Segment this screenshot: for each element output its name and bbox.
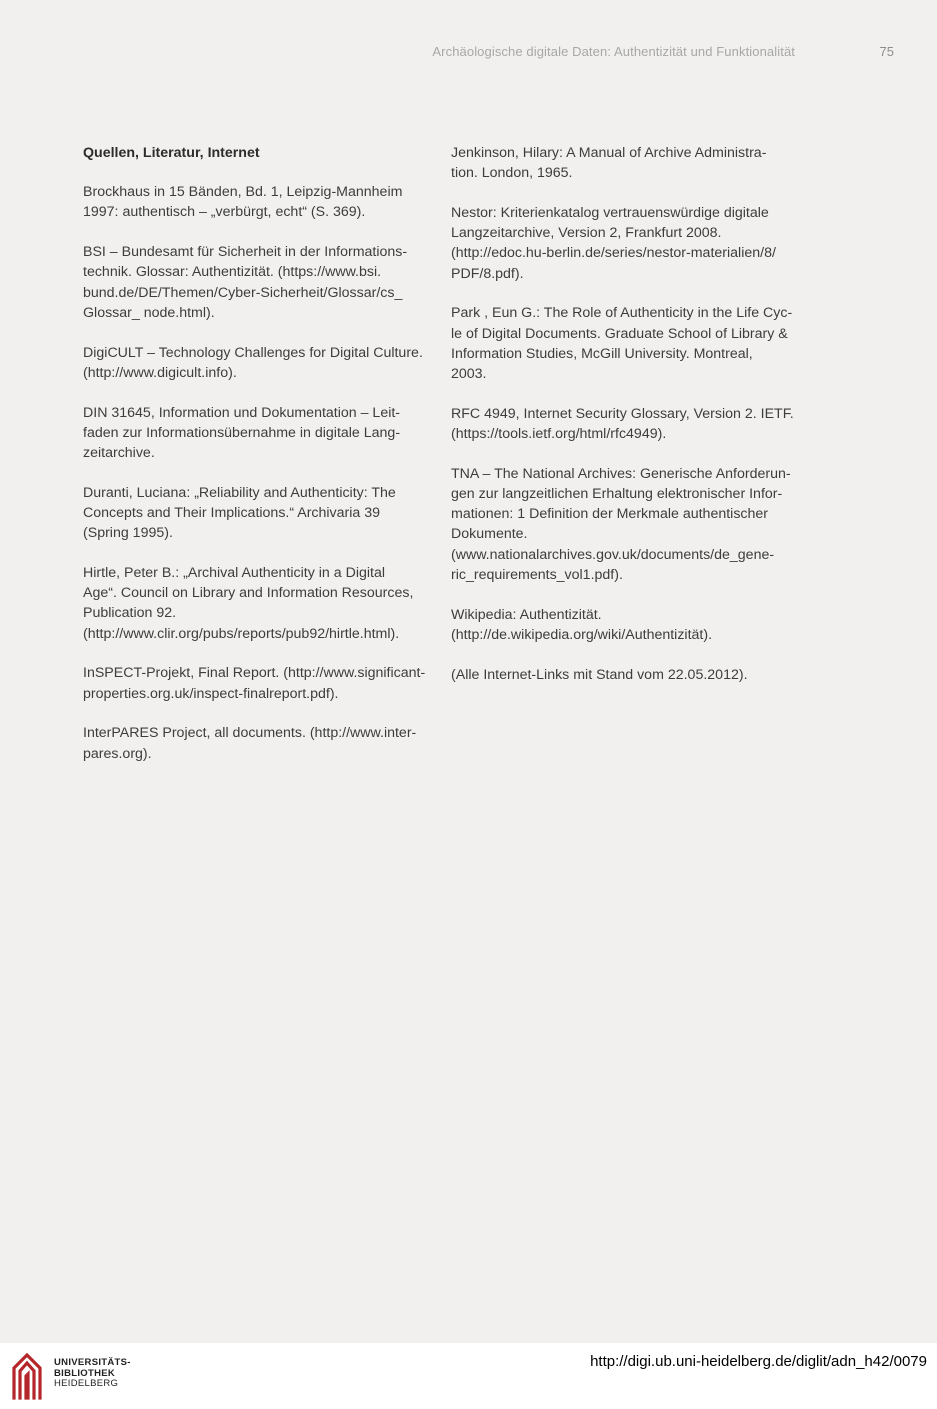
digitization-footer [0, 1343, 937, 1409]
reference-entry-wikipedia: Wikipedia: Authentizität. (http://de.wikipedia.org/wiki/Authentizität). [451, 606, 713, 643]
right-column [451, 143, 797, 704]
reference-entry-interpares: InterPARES Project, all documents. (http://www.inter- pares.org). [83, 725, 417, 762]
logo-line-heidelberg: HEIDELBERG [54, 1378, 119, 1389]
page-number: 75 [879, 44, 894, 59]
logo-line-bibliothek: BIBLIOTHEK [54, 1367, 116, 1379]
links-date-note: (Alle Internet-Links mit Stand vom 22.05.2012). [451, 666, 748, 683]
logo-line-universitaets: UNIVERSITÄTS- [54, 1357, 131, 1368]
reference-entry-hirtle: Hirtle, Peter B.: „Archival Authenticity in a Digital Age“. Council on Library and Information Resources, Publication 92. (http://www.clir.org/pubs/reports/pub92/hirtle.html). [83, 565, 414, 642]
reference-entry-tna: TNA – The National Archives: Generische Anforderun- gen zur langzeitlichen Erhaltung elektronischer Infor- mationen: 1 Definition der Merkmale authentischer Dokumente. (www.nationalarchives.gov.uk/documents/de_gene- ric_requirements_vol1.pdf). [451, 465, 791, 583]
section-heading: Quellen, Literatur, Internet [83, 145, 260, 161]
reference-entry-nestor: Nestor: Kriterienkatalog vertrauenswürdige digitale Langzeitarchive, Version 2, Frankfurt 2008. (http://edoc.hu-berlin.de/series/nestor-materialien/8/ PDF/8.pdf). [451, 205, 776, 282]
reference-entry-digicult: DigiCULT – Technology Challenges for Digital Culture. (http://www.digicult.info). [83, 344, 423, 381]
reference-entry-bsi: BSI – Bundesamt für Sicherheit in der Informations- technik. Glossar: Authentizität. (https://www.bsi. bund.de/DE/Themen/Cyber-Sicherheit/Glossar/cs_ Glossar_ node.html). [83, 244, 408, 321]
source-url[interactable]: http://digi.ub.uni-heidelberg.de/diglit/adn_h42/0079 [590, 1353, 927, 1370]
reference-entry-din: DIN 31645, Information und Dokumentation – Leit- faden zur Informationsübernahme in digitale Lang- zeitarchive. [83, 404, 401, 462]
reference-entry-duranti: Duranti, Luciana: „Reliability and Authenticity: The Concepts and Their Implications.“ Archivaria 39 (Spring 1995). [83, 484, 396, 542]
reference-entry-inspect: InSPECT-Projekt, Final Report. (http://www.significant- properties.org.uk/inspect-finalreport.pdf). [83, 665, 426, 702]
running-title: Archäologische digitale Daten: Authentizität und Funktionalität [432, 44, 795, 59]
reference-entry-jenkinson: Jenkinson, Hilary: A Manual of Archive Administra- tion. London, 1965. [451, 145, 767, 182]
library-logo-text [54, 1358, 131, 1390]
reference-entry-park: Park , Eun G.: The Role of Authenticity in the Life Cyc- le of Digital Documents. Graduate School of Library & Information Studies, McGill University. Montreal, 2003. [451, 305, 793, 383]
reference-entry-rfc: RFC 4949, Internet Security Glossary, Version 2. IETF. (https://tools.ietf.org/html/rfc4949). [451, 405, 794, 443]
reference-entry-brockhaus: Brockhaus in 15 Bänden, Bd. 1, Leipzig-Mannheim 1997: authentisch – „verbürgt, echt“ (S. 369). [83, 184, 403, 221]
left-column [83, 143, 429, 783]
library-logo-icon [10, 1350, 44, 1400]
